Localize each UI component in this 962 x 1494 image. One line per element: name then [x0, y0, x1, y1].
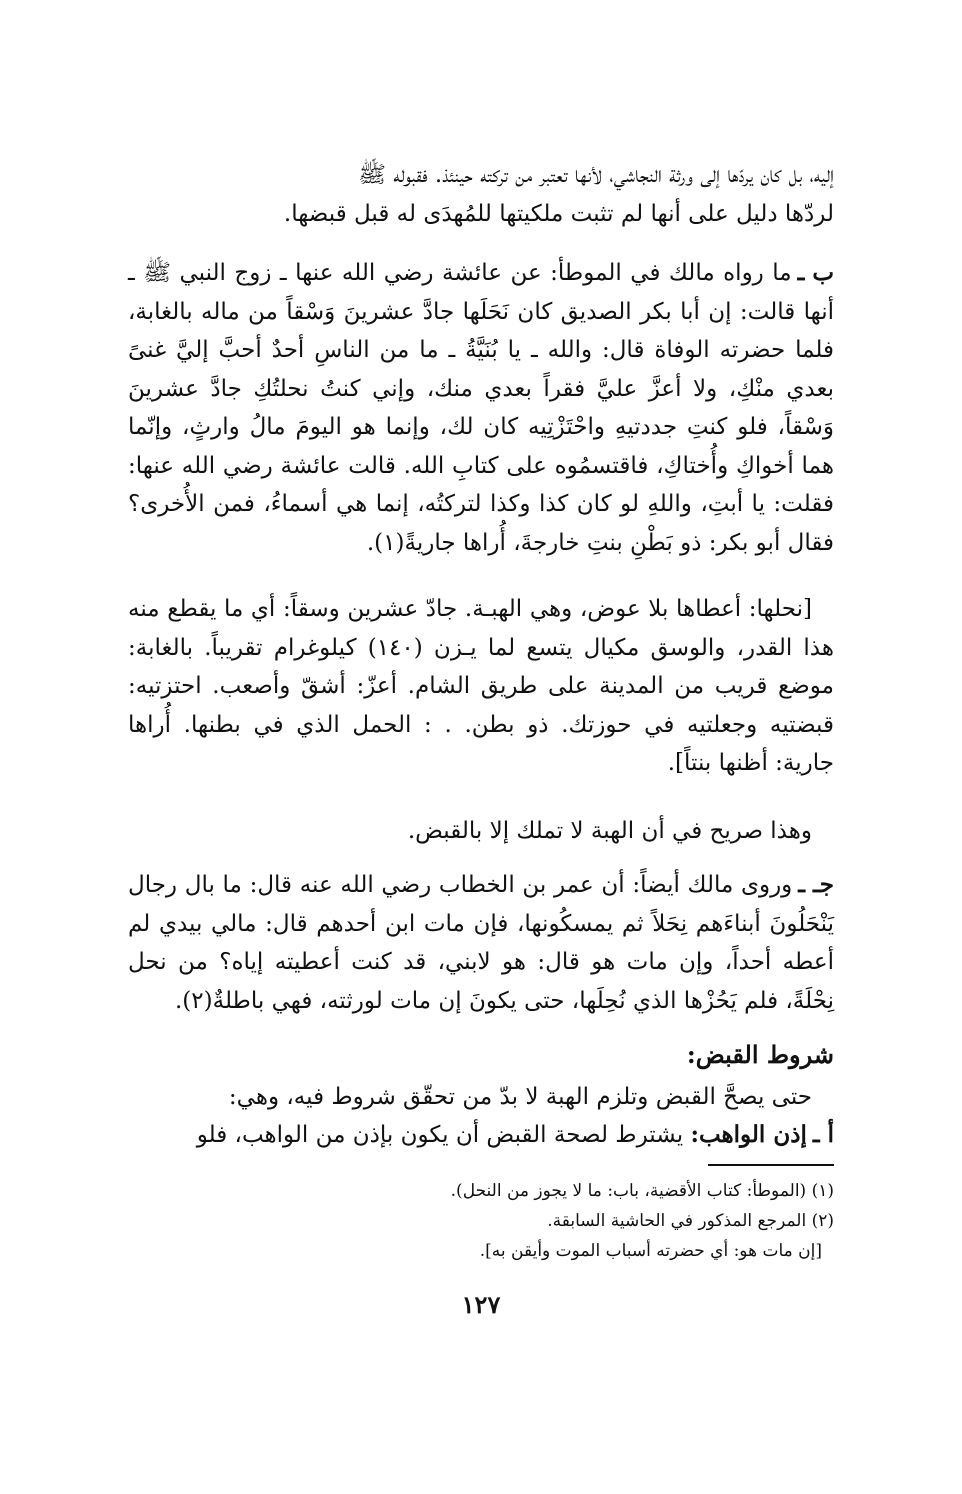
section-j-marker: جـ ـ [798, 871, 834, 898]
conditions-intro: حتى يصحَّ القبض وتلزم الهبة لا بدّ من تحقّق شروط فيه، وهي: [228, 1084, 812, 1110]
condition-a-marker: أ ـ [812, 1121, 834, 1148]
conclusion-b: وهذا صريح في أن الهبة لا تملك إلا بالقبض. [407, 818, 812, 844]
section-b-text: ما رواه مالك في الموطأ: عن عائشة رضي الله عنها ـ زوج النبي ﷺ ـ أنها قالت: إن أبا بكر الصديق كان نَحَلَها جادَّ عشرينَ وَسْقاً من ماله بالغابة، فلما حضرته الوفاة قال: والله ـ يا بُنَيَّةُ ـ ما من الناسِ أحدٌ أحبَّ إليَّ غنىً بعدي منْكِ، ولا أعزَّ عليَّ فقراً بعدي منك، وإني كنتُ نحلتُكِ جادَّ عشرينَ وَسْقاً، فلو كنتِ جددتيهِ واحْتَزْتِيه كان لك، وإنما هو اليومَ مالُ وارثٍ، وإنّما هما أخواكِ وأُختاكِ، فاقتسمُوه على كتابِ الله. قالت عائشة رضي الله عنها: فقلت: يا أبتِ، واللهِ لو كان كذا وكذا لتركتُه، إنما هي أسماءُ، فمن الأُخرى؟ فقال أبو بكر: ذو بَطْنِ بنتِ خارجةَ، أُراها جاريةً(١). [128, 260, 834, 556]
section-j-text: وروى مالك أيضاً: أن عمر بن الخطاب رضي الله عنه قال: ما بال رجال يَنْحَلُونَ أبناءَهم نِحَلاً ثم يمسكُونها، فإن مات ابن أحدهم قال: مالي بيدي لم أعطه أحداً، وإن مات هو قال: هو لابني، قد كنت أعطيته إياه؟ من نحل نِحْلَةً، فلم يَحُزْها الذي نُحِلَها، حتى يكونَ إن مات لورثته، فهي باطلةٌ(٢). [128, 872, 834, 1014]
gloss-b-paragraph: [نحلها: أعطاها بلا عوض، وهي الهبـة. جادّ عشرين وسقاً: أي ما يقطع منه هذا القدر، والوسق مكيال يتسع لما يـزن (١٤٠) كيلوغرام تقريباً. بالغابة: موضع قريب من المدينة على طريق الشام. أعزّ: أشقّ وأصعب. احتزتيه: قبضتيه وجعلتيه في حوزتك. ذو بطن. . : الحمل الذي في بطنها. أُراها جارية: أظنها بنتاً]. [128, 596, 834, 776]
condition-item-a [128, 1116, 834, 1155]
intro-line-1: إليه، بل كان يردّها إلى ورثة النجاشي، لأنها تعتبر من تركته حينئذ. فقبوله ﷺ [358, 162, 834, 188]
conditions-heading: شروط القبض: [686, 1040, 834, 1069]
intro-line-2: لردّها دليل على أنها لم تثبت ملكيتها للمُهدَى له قبل قبضها. [283, 200, 834, 227]
condition-a-text: يشترط لصحة القبض أن يكون بإذن من الواهب، فلو [196, 1122, 684, 1148]
footnote-separator [708, 1164, 834, 1166]
intro-paragraph [128, 156, 834, 233]
footnote-3: [إن مات هو: أي حضرته أسباب الموت وأيقن به]. [479, 1241, 822, 1261]
footnote-1: (١) (الموطأ: كتاب الأقضية، باب: ما لا يجوز من النحل). [450, 1181, 834, 1201]
condition-a-title: إذن الواهب: [690, 1121, 807, 1148]
section-b-paragraph [128, 254, 834, 562]
section-j-paragraph [128, 866, 834, 1020]
page-number: ١٢٧ [461, 1290, 501, 1319]
section-b-marker: ب ـ [797, 259, 834, 286]
footnote-2: (٢) المرجع المذكور في الحاشية السابقة. [547, 1211, 834, 1231]
